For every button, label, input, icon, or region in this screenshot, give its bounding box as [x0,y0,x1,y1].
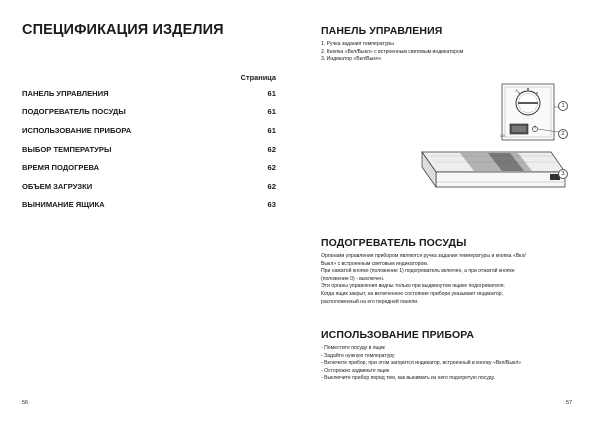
paragraph-line: Эти органы управления видны только при выдвинутом ящике подогревателя. [321,283,505,290]
toc-entry [22,196,276,215]
toc-entry-label: ОБЪЕМ ЗАГРУЗКИ [22,181,93,191]
toc-entry-page: 61 [267,125,276,135]
toc-entry-page: 61 [267,88,276,98]
toc-entry-page: 62 [267,181,276,191]
knob-mark-label: A [515,89,518,93]
list-item: 2. Кнопка «Вкл/Выкл» с встроенным световым индикатором [321,48,464,55]
toc-entry-label: ВЫБОР ТЕМПЕРАТУРЫ [22,144,112,154]
toc-entry [22,84,276,103]
section-title-usage: ИСПОЛЬЗОВАНИЕ ПРИБОРА [321,329,475,341]
usage-steps [321,345,521,383]
warmer-description [321,253,526,306]
list-item: - Поместите посуду в ящик [321,345,385,351]
section-title-warmer: ПОДОГРЕВАТЕЛЬ ПОСУДЫ [321,237,467,249]
toc-entry-page: 61 [267,107,276,117]
toc-page-header: Страница [240,73,276,82]
toc-entry-label: ИСПОЛЬЗОВАНИЕ ПРИБОРА [22,125,132,135]
paragraph-line: Выкл» с встроенным световым индикатором. [321,260,429,267]
toc-entry [22,103,276,122]
callout-1: 1 [558,101,568,111]
list-item: - Осторожно задвиньте ящик [321,367,390,374]
page-number-left: 56 [22,400,29,406]
table-of-contents [22,84,276,214]
toc-entry-label: ПОДОГРЕВАТЕЛЬ ПОСУДЫ [22,107,126,117]
list-item: - Выключите прибор перед тем, как вынимать из него подогретую посуду. [321,375,496,382]
toc-entry-label: ВРЕМЯ ПОДОГРЕВА [22,163,100,173]
list-item: - Включите прибор, при этом загорится индикатор, встроенный в кнопку «Вкл/Выкл» [321,360,522,367]
list-item: - Задайте нужную температуру [321,352,395,359]
toc-entry-page: 63 [267,200,276,210]
toc-entry-page: 62 [267,163,276,173]
toc-entry [22,140,276,159]
paragraph-line: При нажатой кнопке (положение 1) подогреватель включен, а при отжатой кнопке [321,268,515,275]
list-item: 1. Ручка задания температуры [321,41,394,47]
paragraph-line: (положение 0) - выключен. [321,275,385,282]
toc-entry [22,158,276,177]
page-number-right: 57 [566,400,573,406]
toc-entry-label: ПАНЕЛЬ УПРАВЛЕНИЯ [22,88,109,98]
toc-entry [22,177,276,196]
page-title: СПЕЦИФИКАЦИЯ ИЗДЕЛИЯ [22,22,224,38]
toc-entry [22,121,276,140]
list-item: 3. Индикатор «Вкл/Выкл» [321,56,382,63]
paragraph-line: Органами управления прибором являются ручка задания температуры и кнопка «Вкл/ [321,253,526,259]
control-panel-list [321,41,463,64]
paragraph-line: расположенный на его передней панели. [321,298,419,305]
paragraph-line: Когда ящик закрыт, на включенное состояние прибора указывает индикатор, [321,290,503,297]
section-title-control-panel: ПАНЕЛЬ УПРАВЛЕНИЯ [321,25,443,37]
toc-entry-label: ВЫНИМАНИЕ ЯЩИКА [22,200,105,210]
toc-entry-page: 62 [267,144,276,154]
callout-2: 2 [558,129,568,139]
svg-text:1|0: 1|0 [500,134,505,138]
callout-3: 3 [558,169,568,179]
appliance-illustration [400,78,580,208]
